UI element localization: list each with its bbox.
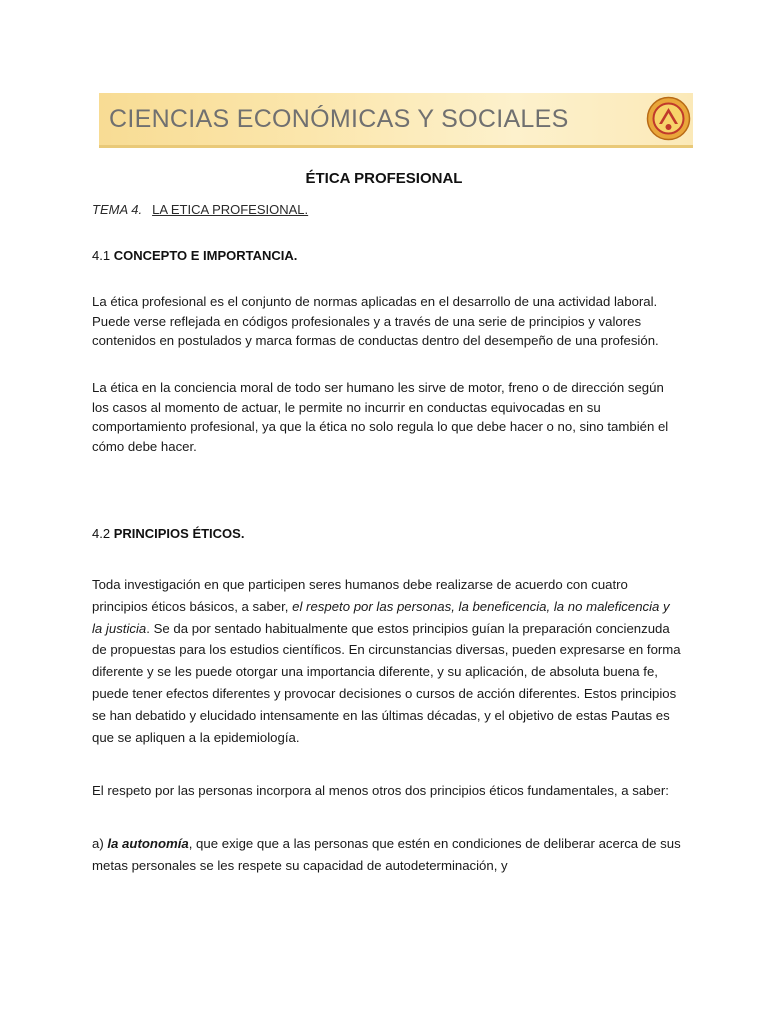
university-seal-icon <box>646 96 691 141</box>
tema-line <box>92 202 308 217</box>
paragraph-text: , que exige que a las personas que estén en condiciones de deliberar acerca de sus metas personales se les respete su capacidad de autodeterminación, y <box>92 836 681 873</box>
section-heading-4-2 <box>92 526 244 541</box>
section-number: 4.1 <box>92 248 111 263</box>
paragraph-principios <box>92 574 682 748</box>
paragraph-respeto: El respeto por las personas incorpora al menos otros dos principios éticos fundamentales, a saber: <box>92 783 669 798</box>
paragraph-text: . Se da por sentado habitualmente que estos principios guían la preparación concienzuda de propuestas para los estudios científicos. En circunstancias diversas, pueden expresarse en forma diferente y se les puede otorgar una importancia diferente, y su aplicación, de absoluta buena fe, puede tener efectos diferentes y provocar decisiones o cursos de acción diferentes. Estos principios se han debatido y elucidado intensamente en las últimas décadas, y el objetivo de estas Pautas es que se apliquen a la epidemiología. <box>92 620 681 745</box>
autonomia-term: la autonomía <box>107 836 189 851</box>
tema-name: LA ETICA PROFESIONAL. <box>152 202 309 217</box>
section-number: 4.2 <box>92 526 111 541</box>
header-banner <box>99 93 693 148</box>
paragraph-concepto: La ética profesional es el conjunto de normas aplicadas en el desarrollo de una actividad laboral. Puede verse reflejada en códigos profesionales y a través de una serie de principios y valores contenidos en postulados y marca formas de conductas dentro del desempeño de una profesión. <box>92 294 659 348</box>
paragraph-autonomia <box>92 833 682 877</box>
tema-number: TEMA 4. <box>92 202 143 217</box>
section-heading-4-1 <box>92 248 297 263</box>
principles-list-italic: el respeto por las personas, la beneficencia, la no maleficencia y la justicia <box>92 598 670 636</box>
document-title: ÉTICA PROFESIONAL <box>305 170 463 187</box>
section-heading-text: PRINCIPIOS ÉTICOS. <box>113 526 245 541</box>
paragraph-conciencia-moral: La ética en la conciencia moral de todo ser humano les sirve de motor, freno o de dirección según los casos al momento de actuar, le permite no incurrir en conductas equivocadas en su comportamiento profesional, ya que la ética no solo regula lo que debe hacer o no, sino también el cómo debe hacer. <box>92 380 669 454</box>
list-label: a) <box>92 836 108 851</box>
banner-title: CIENCIAS ECONÓMICAS Y SOCIALES <box>109 105 569 133</box>
section-heading-text: CONCEPTO E IMPORTANCIA. <box>113 248 298 263</box>
paragraph-text: Toda investigación en que participen seres humanos debe realizarse de acuerdo con cuatro principios éticos básicos, a saber, <box>92 577 628 614</box>
